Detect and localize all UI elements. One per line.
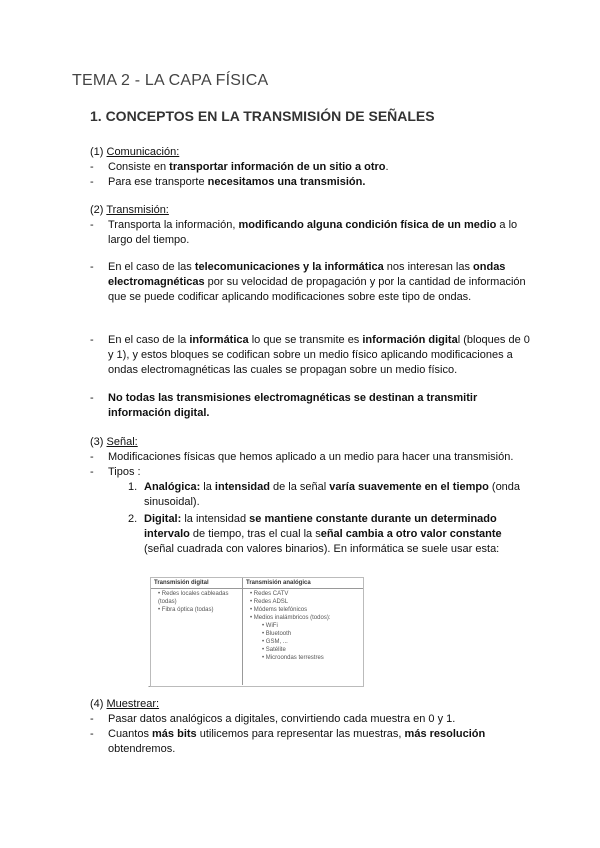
table-body	[151, 589, 363, 685]
dash: -	[90, 466, 94, 478]
section-muestrear	[90, 697, 526, 757]
list-item: - Tipos :	[90, 466, 141, 478]
column-digital	[151, 589, 243, 685]
column-analogica	[243, 589, 363, 685]
section-label: (3) Señal:	[90, 436, 138, 448]
header-digital: Transmisión digital	[151, 578, 243, 588]
table-subcell: • Microondas terrestres	[262, 655, 324, 661]
table-cell: • Módems telefónicos	[250, 607, 308, 613]
section-comunicacion	[90, 145, 530, 190]
list-item: - No todas las transmisiones electromagnéticas se destinan a transmitir información digital.	[90, 392, 478, 419]
table-subcell: • Satélite	[262, 647, 286, 653]
dash: -	[90, 261, 94, 273]
list-item: - En el caso de las telecomunicaciones y la informática nos interesan las ondas electromagnéticas por su velocidad de propagación y por la cantidad de información que se puede codificar aplicando modificaciones sobre este tipo de ondas.	[90, 261, 526, 303]
ordered-list	[90, 480, 526, 557]
list-item: - Cuantos más bits utilicemos para representar las muestras, más resolución obtendremos.	[90, 728, 486, 755]
ordered-item-analogica: 1. Analógica: la intensidad de la señal varía suavemente en el tiempo (onda sinusoidal).	[128, 481, 521, 508]
section-transmision-p4	[90, 391, 510, 421]
stray-dot: .	[148, 680, 151, 689]
dash: -	[90, 728, 94, 740]
table-header	[151, 578, 363, 589]
section-label: (2) Transmisión:	[90, 204, 169, 216]
list-item: - En el caso de la informática lo que se transmite es información digital (bloques de 0 y 1), y estos bloques se codifican sobre un medio físico aplicando modificaciones a ondas electromagnéticas las cuales se propagan sobre un medio físico.	[90, 334, 530, 376]
list-item: - Modificaciones físicas que hemos aplicado a un medio para hacer una transmisión.	[90, 451, 514, 463]
dash: -	[90, 176, 94, 188]
table-cell: • Redes CATV	[250, 591, 289, 597]
list-item: - Transporta la información, modificando alguna condición física de un medio a lo largo del tiempo.	[90, 219, 518, 246]
transmission-table	[150, 577, 364, 687]
table-cell: • Medios inalámbricos (todos):	[250, 615, 331, 621]
dash: -	[90, 334, 94, 346]
dash: -	[90, 451, 94, 463]
section-transmision-p2	[90, 260, 526, 305]
ordered-item-digital: 2. Digital: la intensidad se mantiene constante durante un determinado intervalo de tiempo, tras el cual la señal cambia a otro valor constante (señal cuadrada con valores binarios). En informática se suele usar esta:	[128, 513, 502, 555]
list-item: - Para ese transporte necesitamos una transmisión.	[90, 176, 366, 188]
section-heading: 1. CONCEPTOS EN LA TRANSMISIÓN DE SEÑALES	[90, 108, 435, 124]
table-cell: • Redes ADSL	[250, 599, 289, 605]
list-item: - Consiste en transportar información de un sitio a otro.	[90, 161, 389, 173]
table-cell: • Redes locales cableadas (todas)	[158, 591, 229, 605]
header-analogica: Transmisión analógica	[246, 580, 311, 586]
section-transmision-p3	[90, 333, 530, 378]
table-subcell: • GSM, ...	[262, 639, 288, 645]
section-label: (1) Comunicación:	[90, 146, 180, 158]
dash: -	[90, 219, 94, 231]
section-transmision	[90, 203, 526, 248]
table-cell: • Fibra óptica (todas)	[158, 607, 214, 613]
list-item: - Pasar datos analógicos a digitales, convirtiendo cada muestra en 0 y 1.	[90, 713, 456, 725]
dash: -	[90, 392, 94, 404]
section-senal	[90, 435, 526, 557]
dash: -	[90, 161, 94, 173]
section-label: (4) Muestrear:	[90, 698, 160, 710]
table-subcell: • WiFi	[262, 623, 278, 629]
document-title: TEMA 2 - LA CAPA FÍSICA	[72, 72, 269, 89]
dash: -	[90, 713, 94, 725]
table-subcell: • Bluetooth	[262, 631, 292, 637]
